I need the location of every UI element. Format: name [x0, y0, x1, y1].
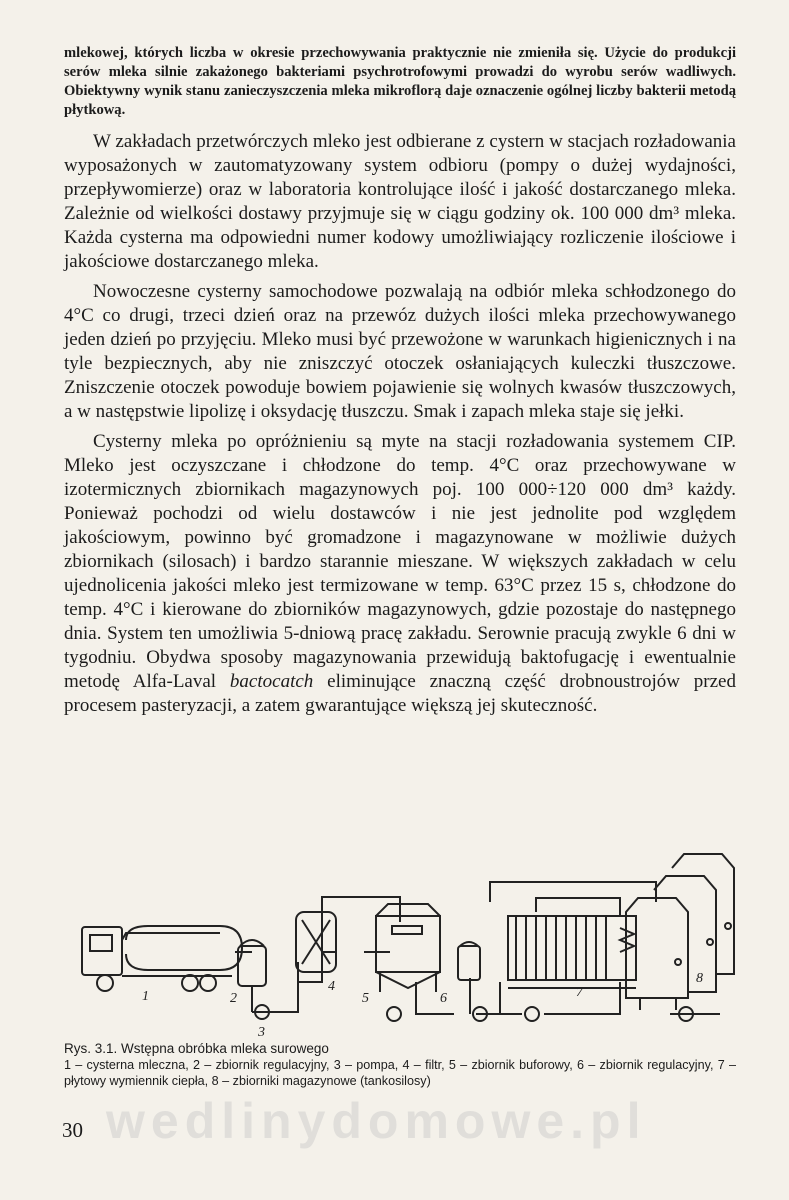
figure-label-2: 2 — [230, 991, 237, 1006]
figure-label-1: 1 — [142, 989, 149, 1004]
watermark-text: wedlinydomowe.pl — [106, 1093, 647, 1149]
figure-label-4: 4 — [328, 979, 335, 994]
milk-tanker-truck — [82, 926, 242, 991]
process-piping — [252, 882, 720, 1014]
storage-silos-8 — [626, 854, 734, 1010]
paragraph-collection-stations: W zakładach przetwórczych mleko jest odbierane z cystern w stacjach rozładowania wyposażonych w zautomatyzowany system odbioru (pompy o dużej wydajności, przepływomierze) oraz w laboratoria kontrolujące ilość i jakość dostarczanego mleka. Zależnie od wielkości dostawy przyjmuje się w ciągu godziny ok. 100 000 dm³ mleka. Każda cysterna ma odpowiedni numer kodowy umożliwiający rozliczenie ilościowe i jakościowe dostarczanego mleka. — [64, 131, 736, 272]
milk-processing-diagram — [60, 842, 750, 1042]
page-number: 30 — [62, 1118, 83, 1142]
figure-label-6: 6 — [440, 991, 447, 1006]
figure-label-8: 8 — [696, 971, 703, 986]
figure-label-5: 5 — [362, 991, 369, 1006]
buffer-tank-5 — [376, 904, 440, 992]
regulating-tank-2 — [235, 940, 266, 1012]
figure-label-3a: 3 — [258, 1025, 265, 1040]
pumps-3 — [255, 1005, 693, 1021]
figure-caption — [64, 1041, 736, 1089]
small-print-paragraph: mlekowej, których liczba w okresie przechowywania praktycznie nie zmieniła się. Użycie do produkcji serów mleka silnie zakażonego bakteriami psychrotrofowymi prowadzi do wyrobu serów wadliwych. Obiektywny wynik stanu zanieczyszczenia mleka mikroflorą daje oznaczenie ogólnej liczby bakterii metodą płytkową. — [64, 45, 736, 118]
paragraph-storage — [64, 430, 736, 718]
paragraph-storage-text: Cysterny mleka po opróżnieniu są myte na stacji rozładowania systemem CIP. Mleko jest oczyszczane i chłodzone do temp. 4°C oraz przechowywane w izotermicznych zbiornikach magazynowych poj. 100 000÷120 000 dm³ każdy. Ponieważ pochodzi od wielu dostawców i nie jest jednolite pod względem jakościowym, powinno być gromadzone i magazynowane w możliwie dużych zbiornikach (silosach) i bardzo starannie mieszane. W większych zakładach w celu ujednolicenia jakości mleko jest termizowane w temp. 63°C przez 15 s, chłodzone do temp. 4°C i kierowane do zbiorników magazynowych, gdzie pozostaje do następnego dnia. System ten umożliwia 5-dniową pracę zakładu. Serownie pracują zwykle 6 dni w tygodniu. Obydwa sposoby magazynowania przewidują baktofugację i ewentualnie metodę Alfa-Laval — [64, 431, 736, 692]
paragraph-storage-term: bactocatch — [229, 671, 314, 692]
paragraph-tank-trucks: Nowoczesne cysterny samochodowe pozwalają na odbiór mleka schłodzonego do 4°C co drugi, trzeci dzień oraz na przewóz dużych ilości mleka przechowywanego jeden dzień po przyjęciu. Mleko musi być przewożone w warunkach higienicznych i na tyle bezpiecznych, aby nie zniszczyć otoczek osłaniających kuleczki tłuszczowe. Zniszczenie otoczek powoduje bowiem pojawienie się wolnych kwasów tłuszczowych, a w następstwie lipolizę i oksydację tłuszczu. Smak i zapach mleka staje się jełki. — [64, 281, 736, 422]
figure-label-7: 7 — [576, 985, 583, 1000]
plate-heat-exchanger-7 — [508, 898, 636, 988]
body-text — [64, 130, 736, 718]
caption-title: Rys. 3.1. Wstępna obróbka mleka surowego — [64, 1041, 329, 1056]
filter-4 — [296, 912, 336, 972]
caption-description: 1 – cysterna mleczna, 2 – zbiornik regulacyjny, 3 – pompa, 4 – filtr, 5 – zbiornik buforowy, 6 – zbiornik regulacyjny, 7 – płytowy wymiennik ciepła, 8 – zbiorniki magazynowe (tankosilosy) — [64, 1058, 736, 1088]
paragraph-storage-end: eliminujące znaczną część drobnoustrojów przed procesem pasteryzacji, a zatem gwarantujące większą jej skuteczność. — [64, 671, 736, 716]
regulating-tank-6 — [458, 942, 480, 980]
